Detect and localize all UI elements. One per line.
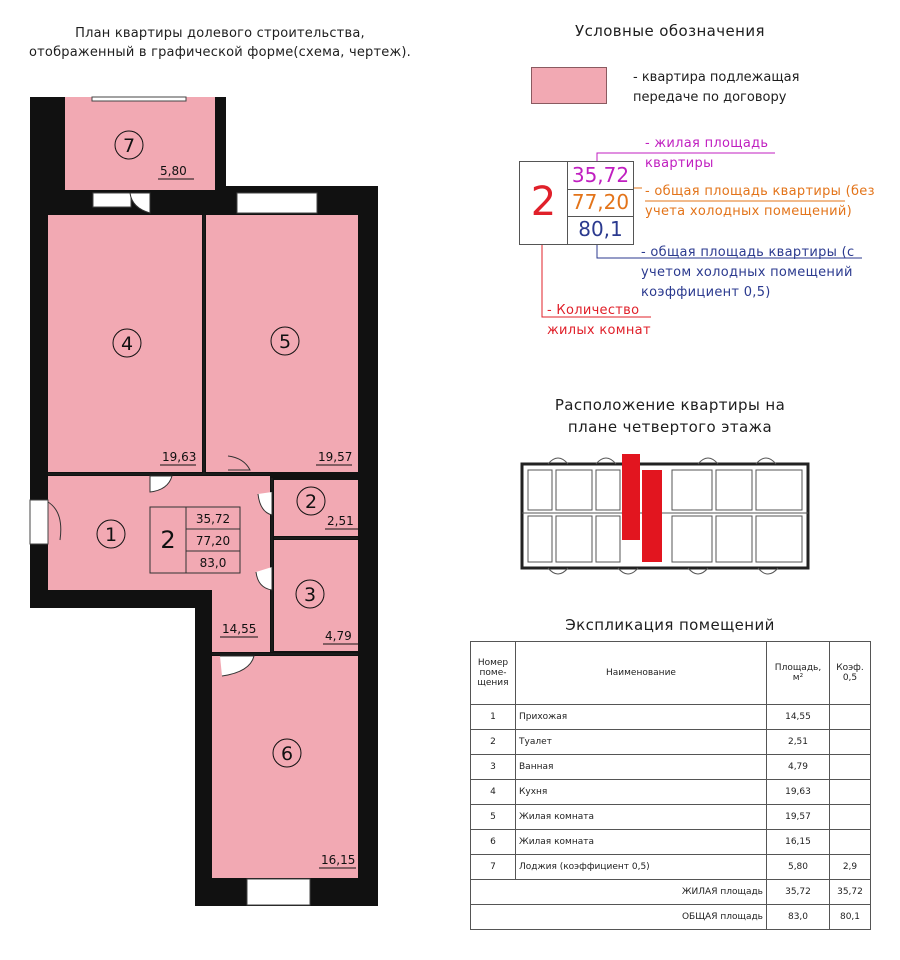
table-row bbox=[471, 705, 871, 730]
stamp-rooms: 2 bbox=[160, 526, 176, 554]
cell-name: Лоджия (коэффициент 0,5) bbox=[516, 855, 767, 880]
header-text: 0,5 bbox=[842, 673, 858, 683]
note-living-line2: квартиры bbox=[645, 156, 714, 171]
cell-coef bbox=[830, 705, 871, 730]
cell-area: 5,80 bbox=[767, 855, 830, 880]
cell-name: Жилая комната bbox=[516, 805, 767, 830]
cell-total-coef: 80,1 bbox=[830, 905, 871, 930]
room-number: 4 bbox=[120, 333, 134, 355]
room-number: 7 bbox=[122, 135, 136, 157]
entrance-door-opening bbox=[30, 500, 48, 544]
location-title-line1: Расположение квартиры на bbox=[554, 396, 786, 414]
note-cold-line1: - общая площадь квартиры (с bbox=[641, 245, 855, 260]
cell-name: Туалет bbox=[516, 730, 767, 755]
cell-area: 4,79 bbox=[767, 755, 830, 780]
note-cold-line2: учетом холодных помещений bbox=[641, 265, 853, 280]
legend-title: Условные обозначения bbox=[575, 22, 765, 40]
cell-name: Ванная bbox=[516, 755, 767, 780]
highlight-block bbox=[622, 516, 640, 540]
location-title bbox=[520, 394, 820, 438]
table-row bbox=[471, 855, 871, 880]
header-text: Коэф. bbox=[836, 663, 864, 673]
header-text: поме- bbox=[479, 668, 507, 678]
note-cold-line3: коэффициент 0,5) bbox=[641, 285, 771, 300]
cell-coef bbox=[830, 780, 871, 805]
window bbox=[247, 879, 310, 905]
cell-area: 14,55 bbox=[767, 705, 830, 730]
table-total-row bbox=[471, 880, 871, 905]
floor-location-minimap bbox=[518, 450, 818, 584]
legend-swatch-text-line2: передаче по договору bbox=[633, 90, 787, 105]
cell-total-area: 35,72 bbox=[767, 880, 830, 905]
explication-table bbox=[470, 641, 871, 930]
cell-coef bbox=[830, 830, 871, 855]
cell-coef bbox=[830, 730, 871, 755]
plan-title-line1: План квартиры долевого строительства, bbox=[75, 26, 365, 41]
room-area: 19,63 bbox=[162, 450, 197, 464]
cell-num: 4 bbox=[471, 780, 516, 805]
header-text: Номер bbox=[477, 658, 509, 668]
header-name: Наименование bbox=[516, 642, 767, 705]
stamp-total-cold: 83,0 bbox=[199, 556, 227, 570]
cell-area: 19,63 bbox=[767, 780, 830, 805]
highlight-block bbox=[642, 470, 662, 562]
table-row bbox=[471, 780, 871, 805]
room-area: 4,79 bbox=[325, 629, 352, 643]
cell-total-label: ОБЩАЯ площадь bbox=[471, 905, 767, 930]
header-room-number bbox=[471, 642, 516, 705]
note-total-line1: - общая площадь квартиры (без bbox=[645, 184, 875, 199]
cell-total-label: ЖИЛАЯ площадь bbox=[471, 880, 767, 905]
table-row bbox=[471, 805, 871, 830]
header-area bbox=[767, 642, 830, 705]
cell-name: Прихожая bbox=[516, 705, 767, 730]
room-area: 16,15 bbox=[321, 853, 356, 867]
stamp-living: 35,72 bbox=[195, 512, 231, 526]
room-number: 5 bbox=[278, 331, 292, 353]
note-total bbox=[645, 182, 875, 222]
location-title-line2: плане четвертого этажа bbox=[567, 418, 773, 436]
key-rooms-cell bbox=[520, 162, 568, 244]
cell-name: Кухня bbox=[516, 780, 767, 805]
cell-name: Жилая комната bbox=[516, 830, 767, 855]
cell-num: 3 bbox=[471, 755, 516, 780]
table-row bbox=[471, 830, 871, 855]
key-stamp bbox=[519, 161, 634, 245]
cell-coef bbox=[830, 755, 871, 780]
table-row bbox=[471, 730, 871, 755]
room-number: 1 bbox=[104, 524, 118, 546]
cell-total-coef: 35,72 bbox=[830, 880, 871, 905]
cell-total-area: 83,0 bbox=[767, 905, 830, 930]
room-area: 5,80 bbox=[160, 164, 187, 178]
header-text: Площадь, bbox=[774, 663, 822, 673]
room-area: 14,55 bbox=[222, 622, 257, 636]
cell-coef bbox=[830, 805, 871, 830]
table-header-row bbox=[471, 642, 871, 705]
room-number: 3 bbox=[303, 584, 317, 606]
key-total-area-cold: 80,1 bbox=[578, 217, 623, 241]
key-rooms: 2 bbox=[530, 179, 557, 225]
stamp-total: 77,20 bbox=[195, 534, 231, 548]
cell-coef: 2,9 bbox=[830, 855, 871, 880]
header-text: щения bbox=[477, 678, 509, 688]
room-number: 6 bbox=[280, 743, 294, 765]
note-rooms-line2: жилых комнат bbox=[547, 323, 651, 338]
key-living-area: 35,72 bbox=[568, 162, 633, 190]
note-rooms bbox=[547, 301, 651, 341]
note-total-line2: учета холодных помещений) bbox=[645, 204, 853, 219]
cell-num: 1 bbox=[471, 705, 516, 730]
cell-area: 2,51 bbox=[767, 730, 830, 755]
note-living-line1: - жилая площадь bbox=[645, 136, 769, 151]
key-leader-lines bbox=[0, 0, 900, 360]
header-text: м² bbox=[792, 673, 804, 683]
explication-title: Экспликация помещений bbox=[565, 616, 775, 634]
note-living bbox=[645, 134, 768, 174]
plan-title-line2: отображенный в графической форме(схема, чертеж). bbox=[29, 45, 411, 60]
cell-area: 19,57 bbox=[767, 805, 830, 830]
legend-swatch-text-line1: - квартира подлежащая bbox=[633, 70, 800, 85]
cell-num: 2 bbox=[471, 730, 516, 755]
highlight-block bbox=[622, 454, 640, 516]
table-total-row bbox=[471, 905, 871, 930]
header-coef bbox=[830, 642, 871, 705]
note-rooms-line1: - Количество bbox=[547, 303, 640, 318]
room-area: 2,51 bbox=[327, 514, 354, 528]
room-number: 2 bbox=[304, 491, 318, 513]
key-total-area: 77,20 bbox=[568, 189, 633, 217]
cell-num: 6 bbox=[471, 830, 516, 855]
room-area: 19,57 bbox=[318, 450, 353, 464]
table-row bbox=[471, 755, 871, 780]
note-cold bbox=[641, 243, 854, 303]
cell-num: 5 bbox=[471, 805, 516, 830]
cell-num: 7 bbox=[471, 855, 516, 880]
cell-area: 16,15 bbox=[767, 830, 830, 855]
